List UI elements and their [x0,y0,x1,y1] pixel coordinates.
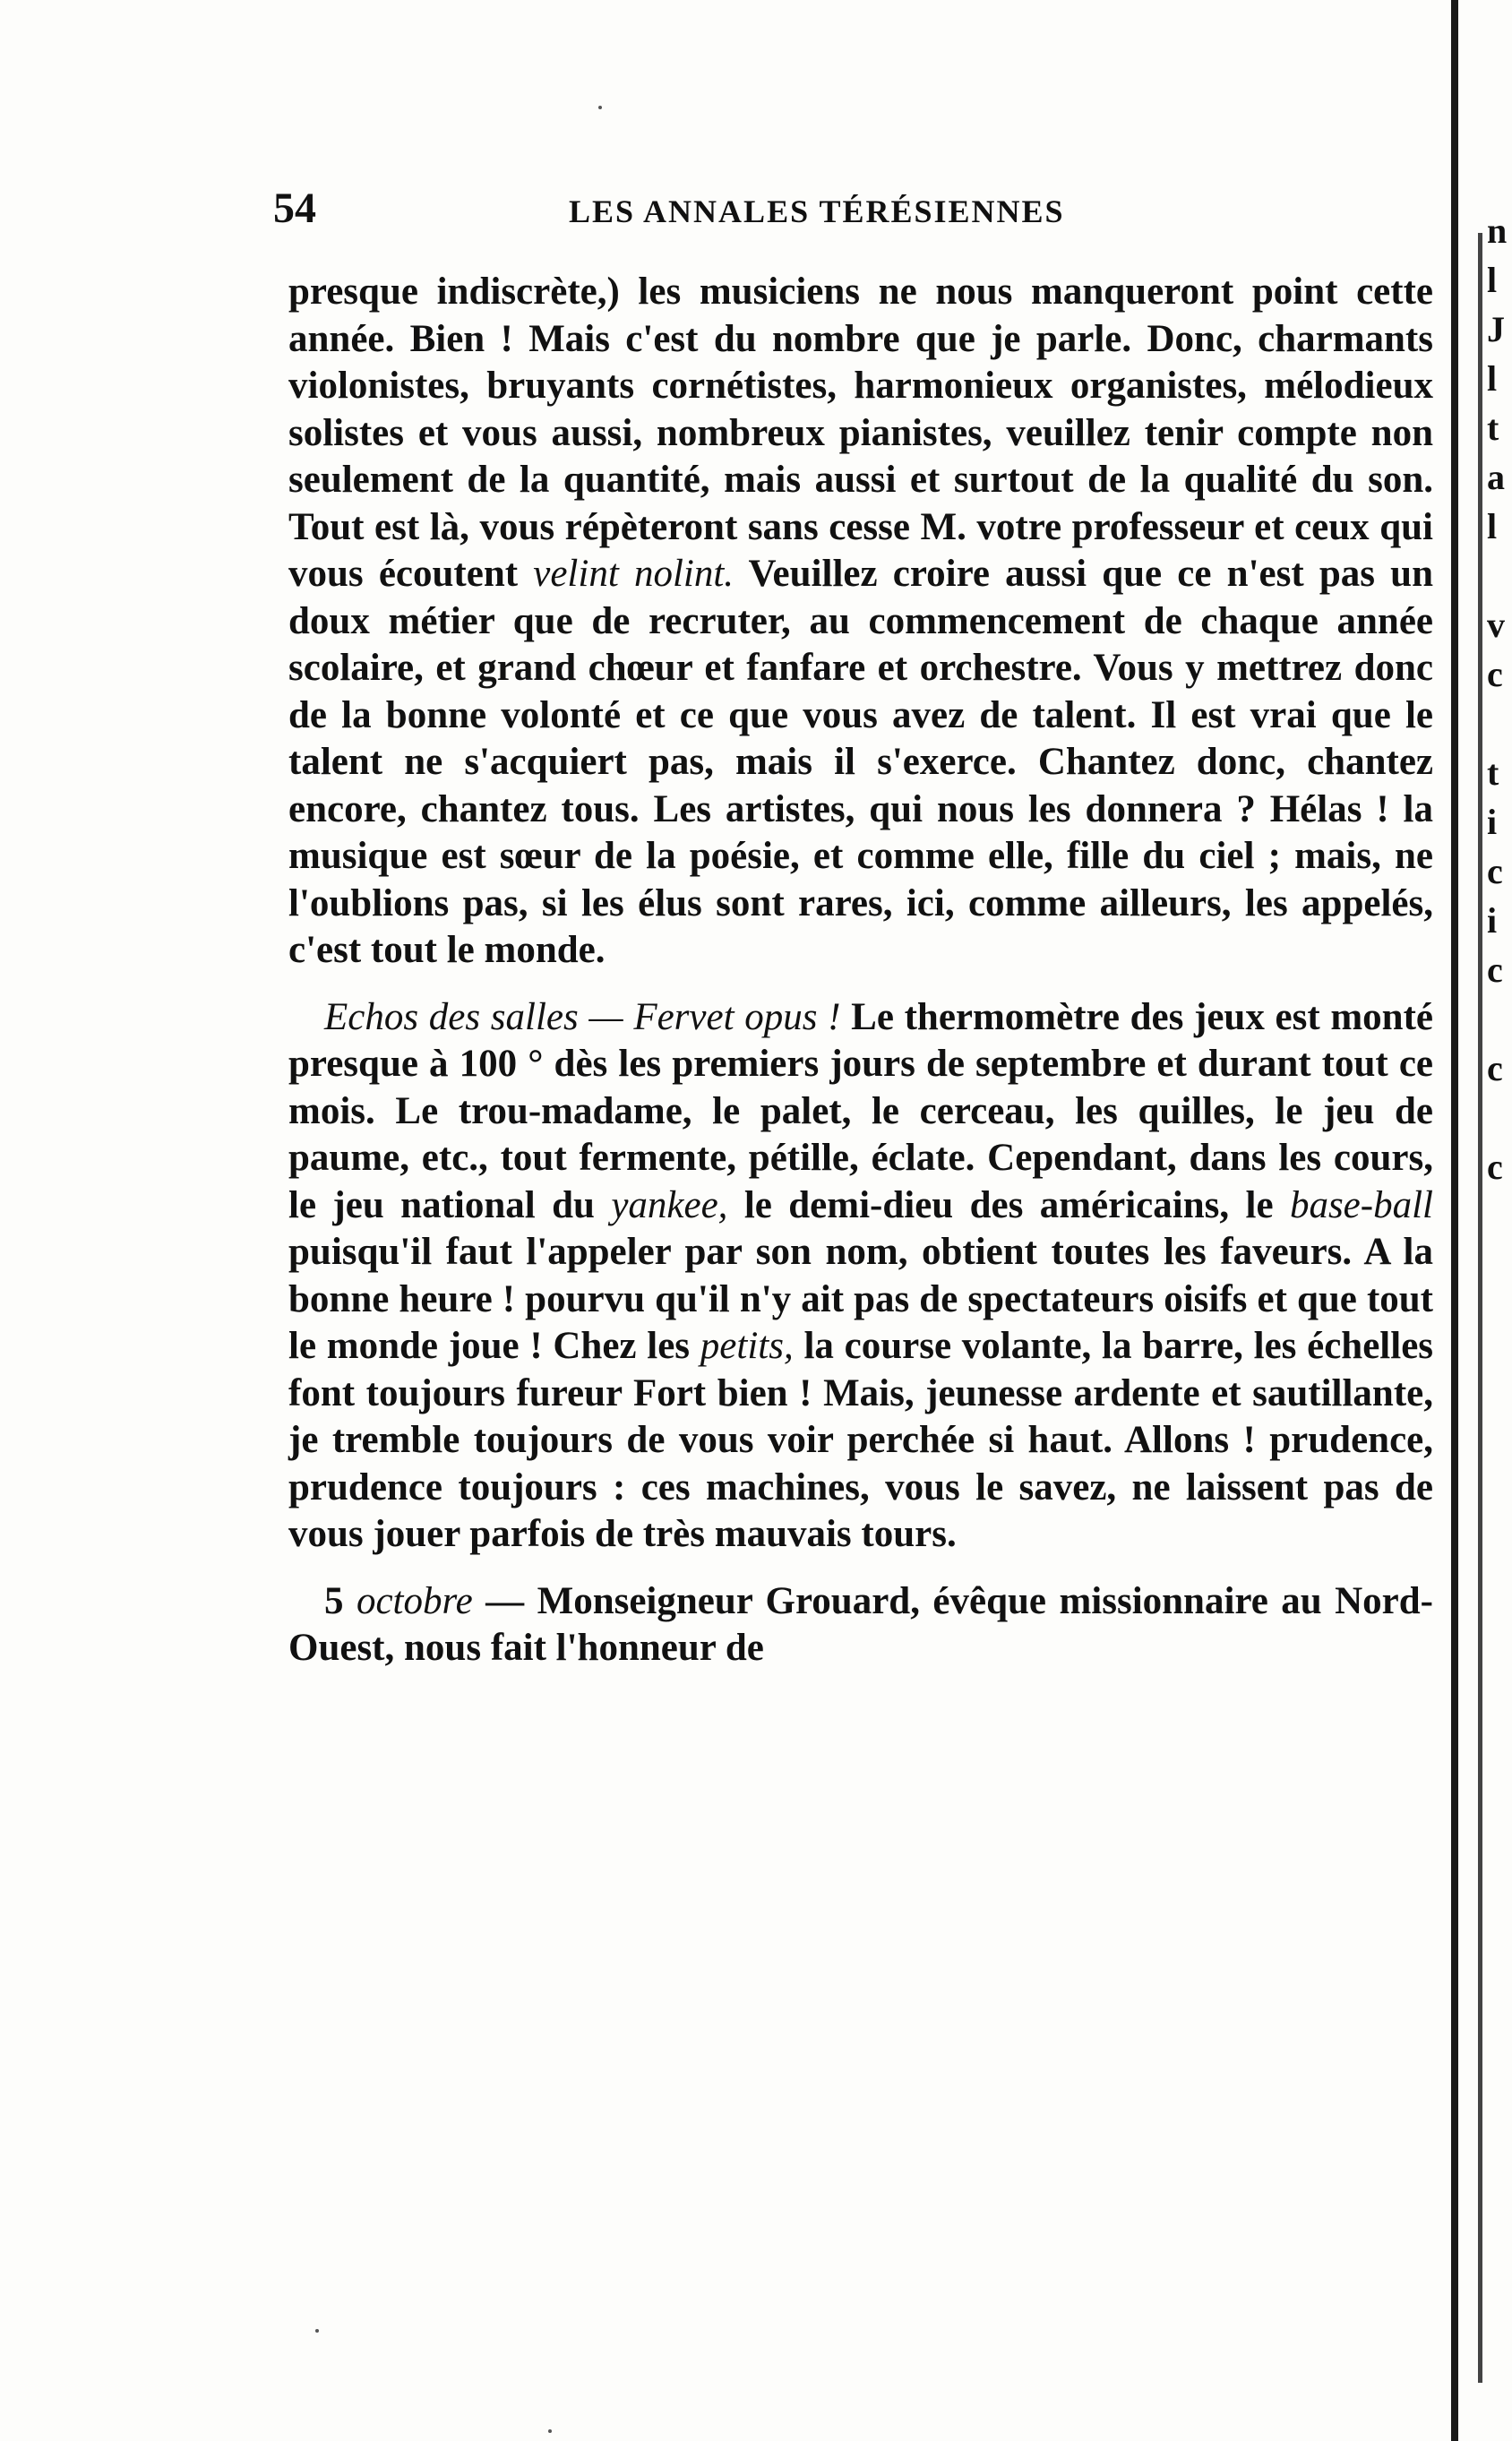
paper-speck [548,2429,552,2433]
edge-glyph: c [1487,950,1503,990]
running-head: LES ANNALES TÉRÉSIENNES [569,193,1065,229]
italic-segment: octobre [356,1579,473,1622]
text-segment: presque indiscrète,) les musiciens ne nous manqueront point cette année. Bien ! Mais c'est du nombre que je parle. Donc, charmants violonistes, bruyants cornétistes, harmonieux organistes, mélodieux solistes et vous aussi, nombreux pianistes, veuillez tenir compte non seulement de la quantité, mais aussi et surtout de la qualité du son. Tout est là, vous répèteront sans cesse M. votre professeur et ceux qui vous écoutent [288,271,1433,595]
paper-speck [315,2329,319,2333]
edge-glyph: J [1487,309,1505,349]
italic-segment: Echos des salles — Fervet opus ! [324,995,841,1038]
text-segment: Veuillez croire aussi que ce n'est pas un doux métier que de recruter, au commencement de chaque année scolaire, et grand chœur et fanfare et orchestre. Vous y mettrez donc de la bonne volonté et ce que vous avez de talent. Il est vrai que le talent ne s'acquiert pas, mais il s'exerce. Chantez donc, chantez encore, chantez tous. Les artistes, qui nous les donnera ? Hélas ! la musique est sœur de la poésie, et comme elle, fille du ciel ; mais, ne l'oublions pas, si les élus sont rares, ici, comme ailleurs, les appelés, c'est tout le monde. [288,553,1434,971]
edge-glyph: t [1487,408,1499,448]
edge-glyph: c [1487,1147,1503,1187]
edge-glyph [1487,551,1512,600]
edge-glyph: c [1487,654,1503,694]
page-gutter-shadow [1451,0,1458,2441]
italic-segment: base-ball [1289,1183,1433,1226]
italic-segment: velint nolint. [533,553,735,595]
paragraph-musicians [288,269,1433,975]
edge-glyph: n [1487,211,1508,251]
edge-glyph: v [1487,605,1505,645]
page-header [273,184,1442,246]
text-segment: la course volante, la barre, les échelles font toujours fureur Fort bien ! Mais, jeunesse ardente et sautillante, je tremble toujours de vous voir perchée si haut. Allons ! prudence, prudence toujours : ces machines, vous le savez, ne laissent pas de vous jouer parfois de très mauvais tours. [288,1325,1434,1555]
text-segment: — Monseigneur Grouard, évêque missionnaire au Nord-Ouest, nous fait l'honneur de [288,1579,1433,1669]
text-segment: Le thermomètre des jeux est monté presque à 100 ° dès les premiers jours de septembre et durant tout ce mois. Le trou-madame, le palet, le cerceau, les quilles, le jeu de paume, etc., tout fermente, pétille, éclate. Cependant, dans les cours, le jeu national du [288,995,1433,1226]
italic-segment: yankee, [611,1183,728,1226]
adjacent-page-text [1487,206,1512,1191]
edge-glyph: i [1487,802,1498,842]
paragraph-5-octobre [288,1578,1433,1672]
paragraph-echos-des-salles [288,994,1433,1559]
edge-glyph: l [1487,506,1498,546]
edge-glyph: t [1487,752,1499,793]
edge-glyph [1487,994,1512,1044]
paper-speck [598,106,602,109]
edge-glyph [1487,699,1512,748]
page-number: 54 [273,185,316,232]
edge-glyph: c [1487,1048,1503,1088]
adjacent-page-edge [1478,233,1482,2383]
edge-glyph: l [1487,260,1498,300]
body-text [288,269,1433,1672]
edge-glyph: i [1487,900,1498,941]
text-segment: 5 [324,1579,357,1622]
italic-segment: petits, [700,1325,794,1367]
edge-glyph [1487,1093,1512,1142]
edge-glyph: a [1487,457,1505,497]
text-segment: puisqu'il faut l'appeler par son nom, obtient toutes les faveurs. A la bonne heure ! pourvu qu'il n'y ait pas de spectateurs oisifs et que tout le monde joue ! Chez les [288,1231,1433,1367]
edge-glyph: l [1487,358,1498,399]
edge-glyph: c [1487,851,1503,891]
text-segment: le demi-dieu des américains, le [727,1183,1290,1226]
